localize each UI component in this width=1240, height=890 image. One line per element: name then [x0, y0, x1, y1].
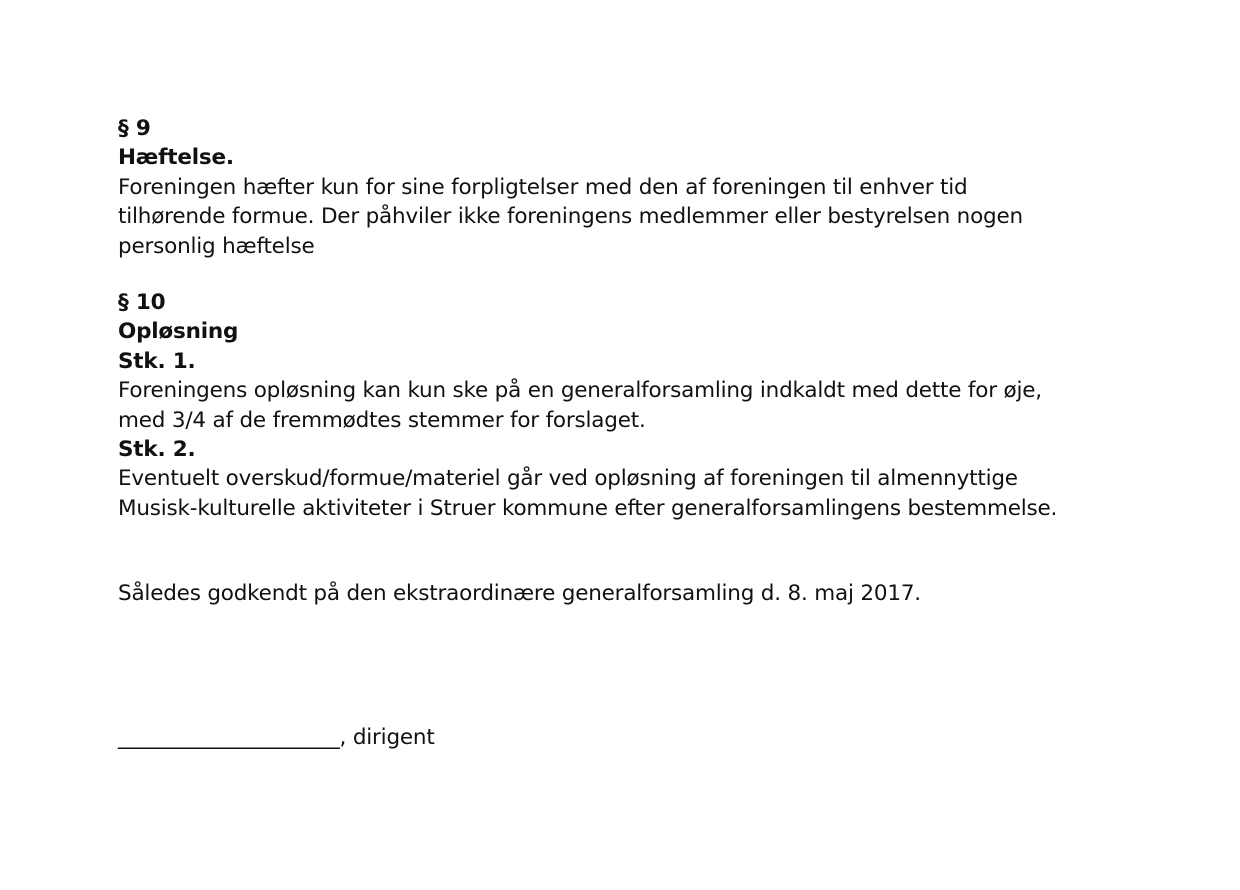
section-10-heading: § 10: [118, 290, 166, 316]
section-9: [118, 114, 1128, 261]
stk-2-label: Stk. 2.: [118, 437, 196, 463]
stk-1-label: Stk. 1.: [118, 348, 196, 374]
signature-line-dirigent: _____________________, dirigent: [118, 724, 435, 750]
section-10: [118, 288, 1128, 523]
section-9-title: Hæftelse.: [118, 145, 234, 171]
spacer: [118, 523, 1128, 579]
section-9-heading: § 9: [118, 116, 151, 141]
spacer: [118, 261, 1128, 288]
document-page: [118, 114, 1128, 752]
section-9-line-2: tilhørende formue. Der påhviler ikke foreningens medlemmer eller bestyrelsen nogen: [118, 204, 1023, 230]
section-9-line-3: personlig hæftelse: [118, 233, 315, 259]
stk-2-line-1: Eventuelt overskud/formue/materiel går ved opløsning af foreningen til almennyttige: [118, 466, 1018, 492]
spacer: [118, 609, 1128, 723]
section-9-line-1: Foreningen hæfter kun for sine forpligtelser med den af foreningen til enhver tid: [118, 174, 968, 200]
stk-2-line-2: Musisk-kulturelle aktiviteter i Struer kommune efter generalforsamlingens bestemmelse.: [118, 495, 1058, 521]
approval-statement: Således godkendt på den ekstraordinære generalforsamling d. 8. maj 2017.: [118, 581, 921, 607]
section-10-title: Opløsning: [118, 319, 239, 345]
stk-1-line-2: med 3/4 af de fremmødtes stemmer for forslaget.: [118, 407, 646, 433]
stk-1-line-1: Foreningens opløsning kan kun ske på en generalforsamling indkaldt med dette for øje,: [118, 378, 1042, 404]
